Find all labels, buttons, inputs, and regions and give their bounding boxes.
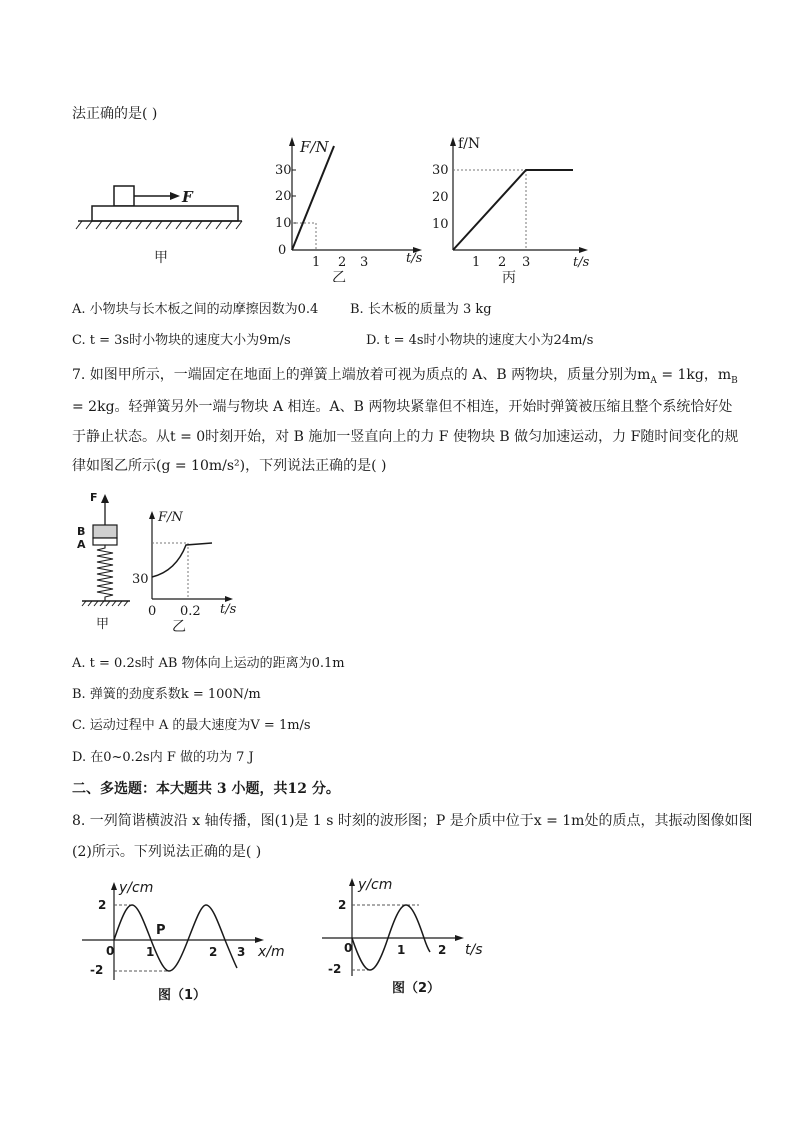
y-tick-label: 20 [432,190,449,205]
x-tick-label: 2 [498,255,507,270]
q7-figure-yi [128,505,243,635]
force-arrow-head [170,192,180,200]
spring [97,545,113,601]
force-label: F [90,491,98,504]
q7-option-d[interactable]: D. 在0~0.2s内 F 做的功为 7 J [72,750,254,765]
q6-figure-jia [72,180,252,270]
q7-stem-line-1: 7. 如图甲所示，一端固定在地面上的弹簧上端放着可视为质点的 A、B 两物块，质量分别为$m_A = 1kg$，$m_B$ [72,367,738,386]
x-tick-label: 3 [360,255,369,270]
figure-caption: 图（2） [392,981,441,996]
x-axis-label: t/s [573,255,590,270]
force-arrow-head [101,494,109,503]
ground-hatch [76,221,242,229]
section-title: 二、多选题：本大题共 3 小题，共12 分。 [72,781,340,797]
x-tick-label: 1 [146,945,155,959]
q7-stem-line-3: 于静止状态。从t = 0时刻开始，对 B 施加一竖直向上的力 F 使物块 B 做匀加速运动，力 F随时间变化的规 [72,429,739,445]
y-axis-label: f/N [458,136,481,152]
q8-figure-2 [318,872,498,1002]
small-block [114,186,134,206]
x-tick-label: 0 [106,944,115,958]
y-tick-label: 2 [338,898,347,912]
y-tick-label: 2 [98,898,107,912]
y-tick-label: 30 [132,572,149,587]
y-axis-label: F/N [300,138,329,156]
figure-caption: 乙 [172,619,186,635]
y-axis-label: F/N [158,510,183,525]
q6-option-d[interactable]: D. t = 4s时小物块的速度大小为24m/s [366,333,594,348]
q6-option-a[interactable]: A. 小物块与长木板之间的动摩擦因数为0.4 [72,302,319,317]
y-tick-label: 20 [275,189,292,204]
long-board [92,206,238,221]
x-axis-label: t/s [465,942,483,958]
wave-curve [114,905,237,971]
q6-figure-yi [272,132,432,282]
q7-option-a[interactable]: A. t = 0.2s时 AB 物体向上运动的距离为0.1m [72,656,345,671]
block-a [93,538,117,545]
y-tick-label: 10 [432,217,449,232]
point-p-label: P [156,923,166,938]
f-curve [152,543,212,577]
x-tick-label: 2 [438,943,447,957]
block-b-label: B [77,525,86,538]
x-tick-label: 0 [148,604,157,619]
x-axis-label: x/m [258,944,285,960]
x-tick-label: 2 [209,945,218,959]
q7-option-c[interactable]: C. 运动过程中 A 的最大速度为V = 1m/s [72,718,311,733]
block-a-label: A [77,538,86,551]
y-tick-label: 30 [275,163,292,178]
q8-figure-1 [82,876,292,1006]
x-tick-label: 3 [237,945,246,959]
x-tick-label: 1 [397,943,406,957]
q7-stem-line-2: = 2kg。轻弹簧另外一端与物块 A 相连。A、B 两物块紧靠但不相连，开始时弹簧被压缩且整个系统恰好处 [72,399,733,415]
x-tick-label: 1 [312,255,321,270]
q6-option-c[interactable]: C. t = 3s时小物块的速度大小为9m/s [72,333,291,348]
y-axis-label: y/cm [358,877,393,893]
figure-caption: 甲 [154,250,168,266]
figure-caption: 图（1） [158,988,207,1003]
x-axis-label: t/s [406,251,423,266]
block-b [93,525,117,538]
f-line [292,146,334,250]
q6-intro: 法正确的是( ) [72,106,158,122]
x-tick-label: 0 [344,941,353,955]
x-tick-label: 2 [338,255,347,270]
y-tick-label: 0 [278,243,287,258]
q8-stem-line-1: 8. 一列简谐横波沿 x 轴传播，图(1)是 1 s 时刻的波形图；P 是介质中位于x = 1m处的质点，其振动图像如图 [72,813,753,829]
figure-caption: 丙 [502,270,516,286]
y-tick-label: 30 [432,163,449,178]
f-line [453,170,573,250]
x-axis-label: t/s [220,602,237,617]
q6-option-b[interactable]: B. 长木板的质量为 3 kg [350,302,492,317]
y-tick-label: -2 [328,962,342,976]
q6-figure-bing [428,132,598,287]
x-tick-label: 3 [522,255,531,270]
y-tick-label: -2 [90,963,104,977]
y-axis-label: y/cm [119,880,154,896]
q7-stem-line-4: 律如图乙所示(g = 10m/s²)，下列说法正确的是( ) [72,458,387,474]
q7-option-b[interactable]: B. 弹簧的劲度系数k = 100N/m [72,687,261,702]
q8-stem-line-2: (2)所示。下列说法正确的是( ) [72,844,262,860]
x-tick-label: 1 [472,255,481,270]
y-tick-label: 10 [275,216,292,231]
x-tick-label: 0.2 [180,604,201,619]
figure-caption: 甲 [96,617,110,632]
figure-caption: 乙 [332,270,346,282]
force-label: F [182,188,193,206]
